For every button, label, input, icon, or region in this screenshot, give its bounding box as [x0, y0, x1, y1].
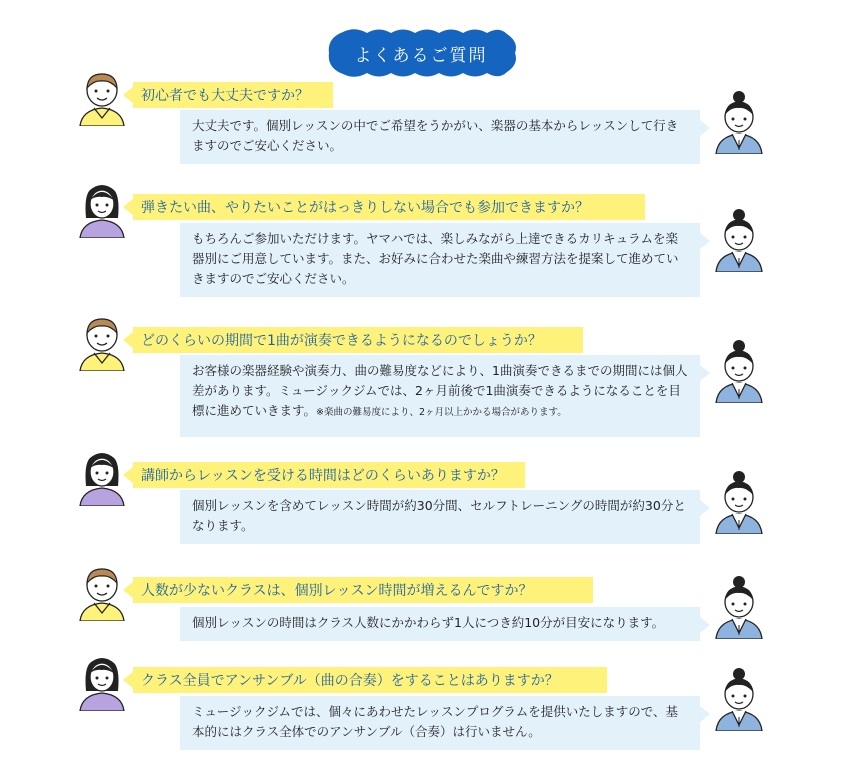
boy-avatar-icon — [76, 315, 128, 371]
question-bubble — [133, 82, 333, 108]
question-bubble — [133, 667, 607, 693]
question-bubble — [133, 327, 583, 353]
question-text: 講師からレッスンを受ける時間はどのくらいありますか？ — [141, 468, 505, 484]
page-title: よくあるご質問 — [354, 45, 488, 66]
answer-body: 大丈夫です。個別レッスンの中でご希望をうかがい、楽器の基本からレッスンして行きますのでご安心ください。 — [192, 118, 679, 153]
answer-bubble — [180, 607, 700, 641]
question-text: 弾きたい曲、やりたいことがはっきりしない場合でも参加できますか？ — [141, 200, 589, 216]
question-bubble — [133, 194, 645, 220]
answer-body: 個別レッスンを含めてレッスン時間が約30分間、セルフトレーニングの時間が約30分となります。 — [192, 498, 686, 533]
girl-avatar-icon — [76, 182, 128, 238]
answer-text — [192, 361, 688, 423]
question-text: どのくらいの期間で1曲が演奏できるようになるのでしょうか？ — [141, 333, 542, 349]
question-bubble — [133, 462, 525, 488]
answer-bubble — [180, 696, 700, 750]
answer-bubble — [180, 490, 700, 544]
boy-avatar-icon — [76, 70, 128, 126]
teacher-avatar-icon — [714, 339, 764, 403]
answer-text — [192, 116, 688, 156]
girl-avatar-icon — [76, 450, 128, 506]
boy-avatar-icon — [76, 565, 128, 621]
girl-avatar-icon — [76, 655, 128, 711]
answer-body: ミュージックジムでは、個々にあわせたレッスンプログラムを提供いたしますので、基本的にはクラス全体でのアンサンブル（合奏）は行いません。 — [192, 704, 679, 739]
faq-title-banner — [323, 28, 519, 78]
question-text: 人数が少ないクラスは、個別レッスン時間が増えるんですか？ — [141, 583, 533, 599]
answer-body: 個別レッスンの時間はクラス人数にかかわらず1人につき約10分が目安になります。 — [192, 615, 665, 630]
answer-text — [192, 702, 688, 742]
teacher-avatar-icon — [714, 90, 764, 154]
question-text: 初心者でも大丈夫ですか？ — [141, 88, 309, 104]
question-bubble — [133, 577, 593, 603]
answer-note: ※楽曲の難易度により、2ヶ月以上かかる場合があります。 — [316, 407, 567, 418]
question-text: クラス全員でアンサンブル（曲の合奏）をすることはありますか？ — [141, 673, 559, 689]
teacher-avatar-icon — [714, 667, 764, 731]
teacher-avatar-icon — [714, 208, 764, 272]
answer-bubble — [180, 110, 700, 164]
answer-body: お客様の楽器経験や演奏力、曲の難易度などにより、1曲演奏できるまでの期間には個人差があります。ミュージックジムでは、2ヶ月前後で1曲演奏できるようになることを目標に進めていきます。 — [192, 363, 688, 418]
answer-text — [192, 496, 688, 536]
answer-text — [192, 229, 688, 289]
teacher-avatar-icon — [714, 470, 764, 534]
answer-bubble — [180, 355, 700, 437]
answer-text — [192, 613, 688, 633]
answer-bubble — [180, 223, 700, 297]
answer-body: もちろんご参加いただけます。ヤマハでは、楽しみながら上達できるカリキュラムを楽器別にご用意しています。また、お好みに合わせた楽曲や練習方法を提案して進めていきますのでご安心ください。 — [192, 231, 679, 286]
teacher-avatar-icon — [714, 575, 764, 639]
